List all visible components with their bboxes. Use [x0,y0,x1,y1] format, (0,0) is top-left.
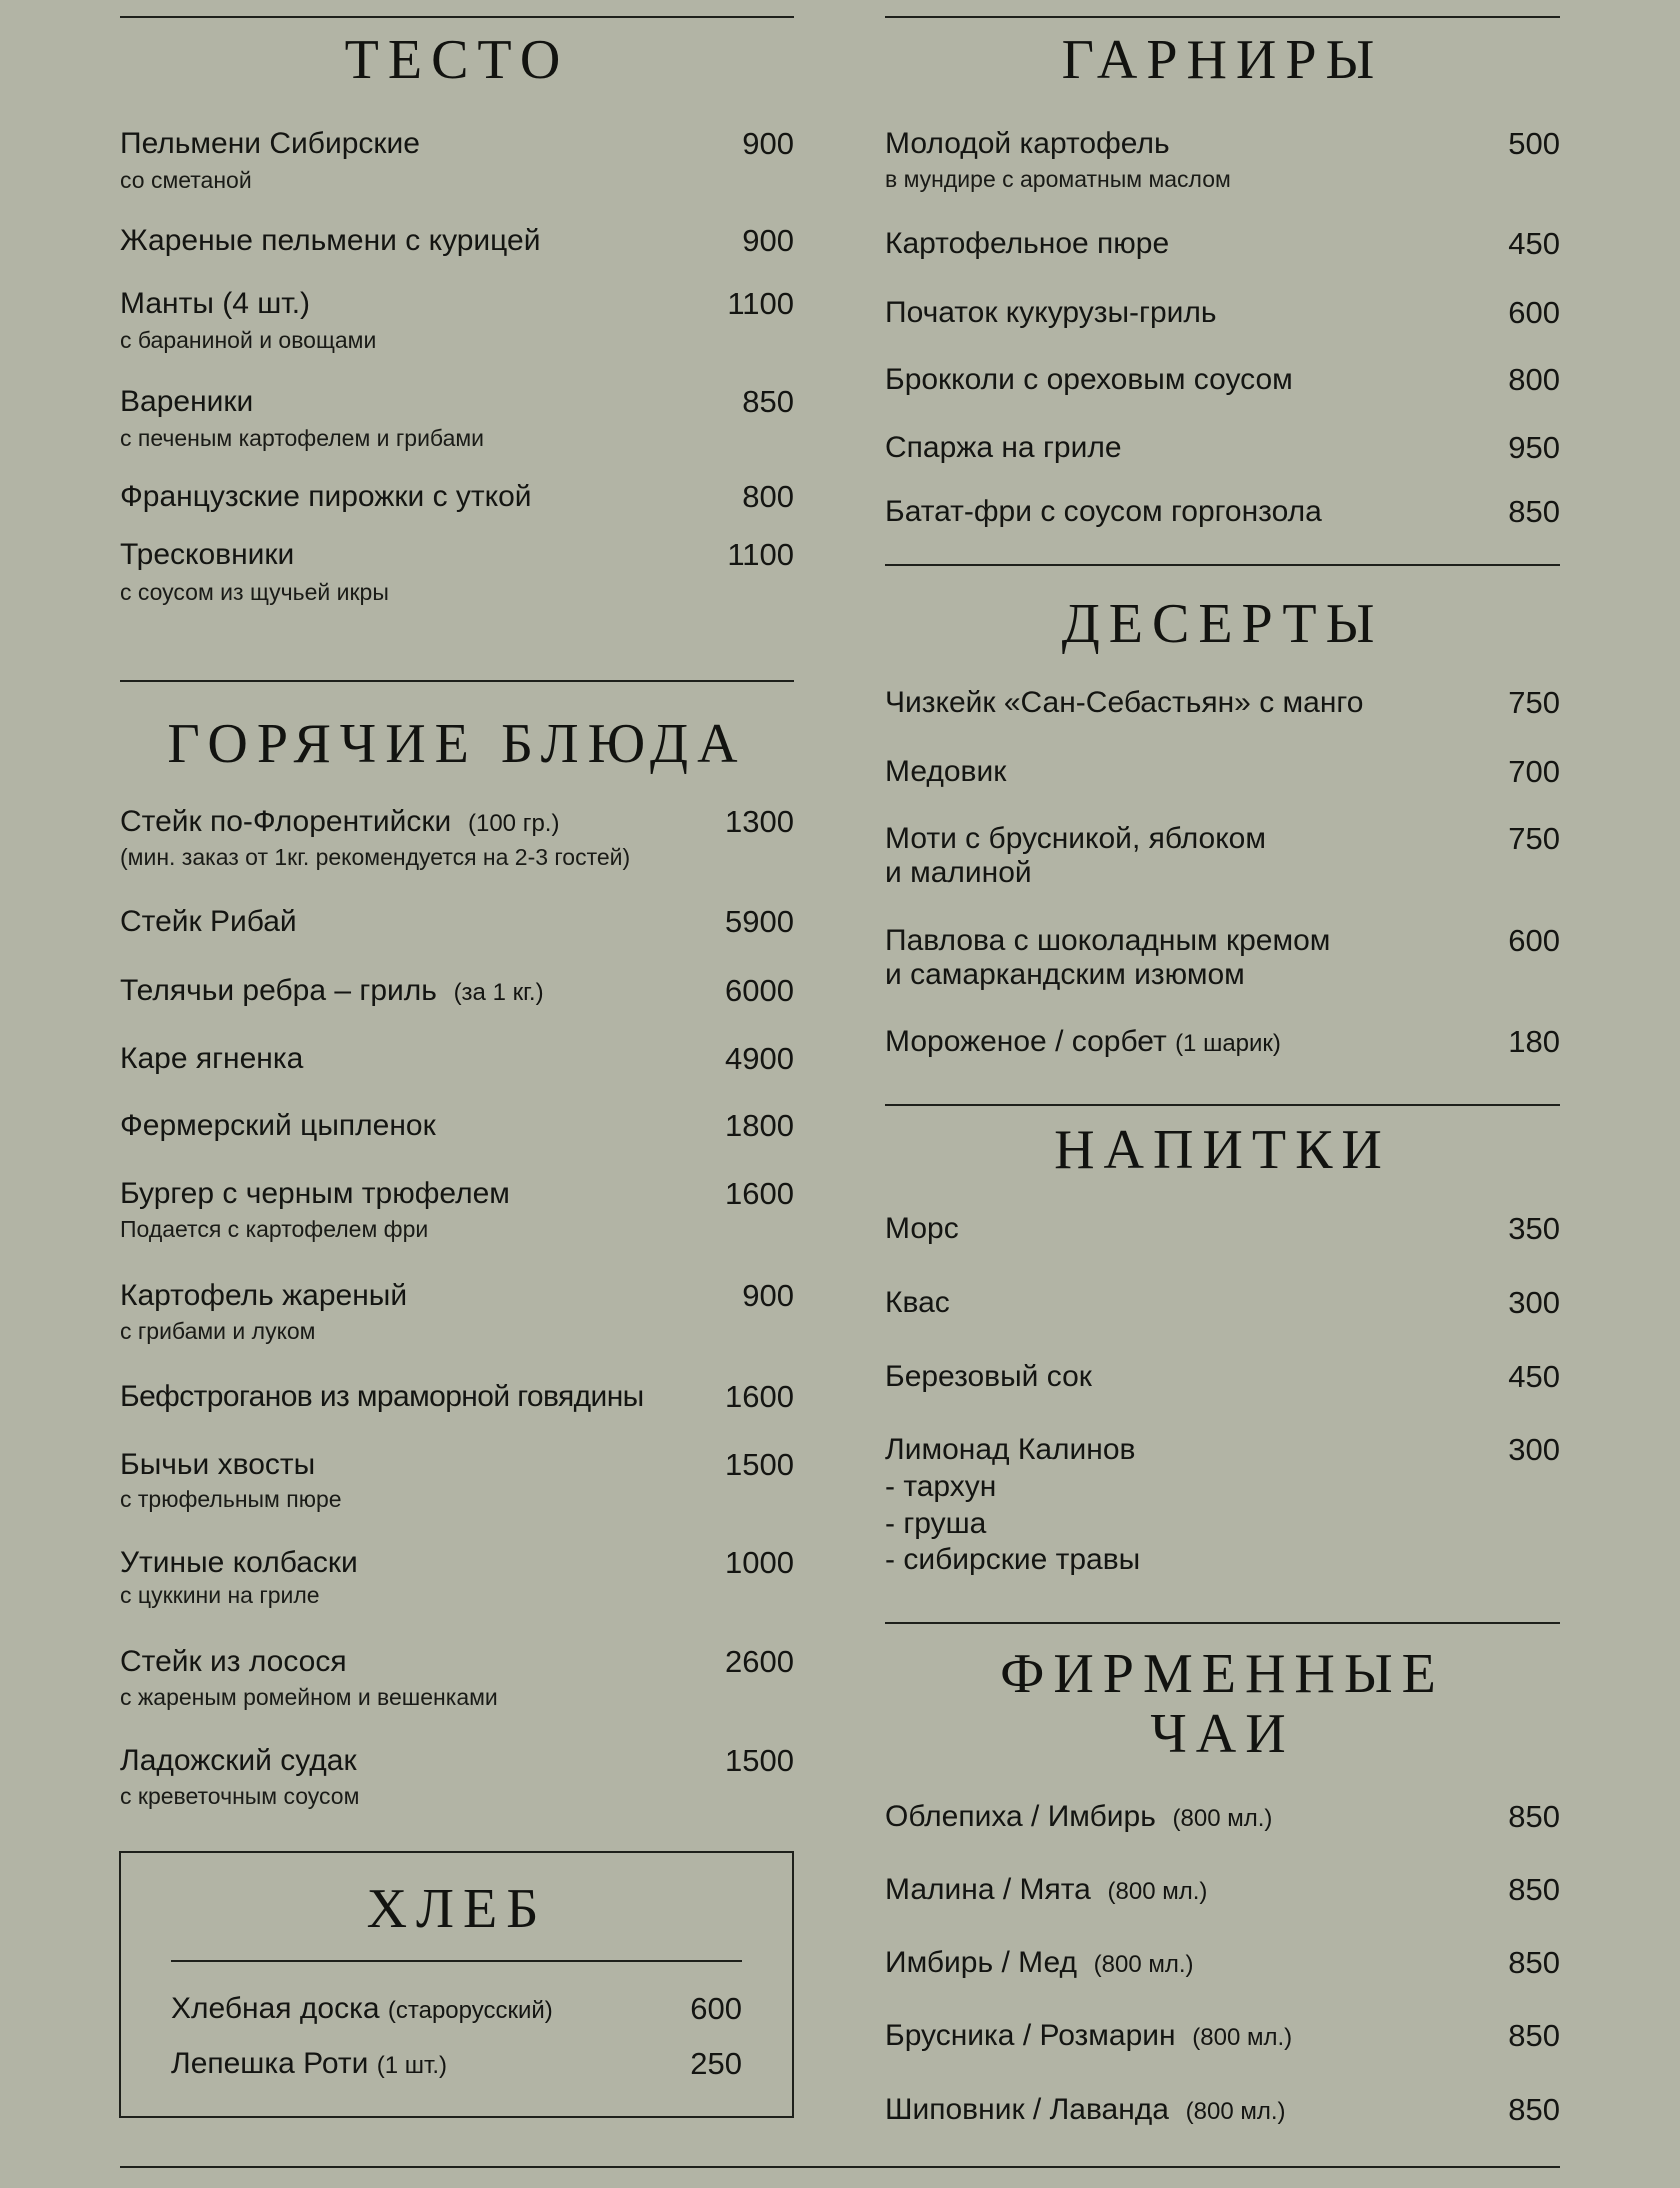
item-description: со сметаной [120,167,252,193]
item-option: - груша [885,1507,987,1540]
item-name: Малина / Мята (800 мл.) [885,1873,1208,1906]
item-name: Имбирь / Мед (800 мл.) [885,1946,1194,1979]
item-price: 1600 [725,1176,794,1211]
item-price: 350 [1508,1211,1560,1246]
item-price: 1500 [725,1743,794,1778]
item-price: 1100 [727,537,794,572]
item-price: 180 [1508,1024,1560,1059]
item-name: Бефстроганов из мраморной говядины [120,1380,644,1413]
item-price: 700 [1508,754,1560,789]
item-name: Каре ягненка [120,1042,304,1075]
item-portion: (за 1 кг.) [453,979,544,1006]
item-name: Жареные пельмени с курицей [120,224,541,257]
item-description: с жареным ромейном и вешенками [120,1684,498,1710]
item-portion: (1 шт.) [376,2052,447,2079]
item-portion: (1 шарик) [1175,1030,1281,1057]
item-price: 600 [690,1991,742,2026]
item-price: 1800 [725,1108,794,1143]
item-name: Стейк по-Флорентийски (100 гр.) [120,805,560,838]
item-name: Медовик [885,755,1007,788]
item-name: Стейк Рибай [120,905,297,938]
item-name: Лимонад Калинов [885,1433,1136,1466]
item-name: Березовый сок [885,1360,1092,1393]
divider [171,1960,742,1962]
item-portion: (старорусский) [387,1997,553,2024]
item-option: - тархун [885,1470,997,1503]
item-description: с бараниной и овощами [120,327,377,353]
item-price: 300 [1508,1285,1560,1320]
section-title-teas: ФИРМЕННЫЕ [1000,1643,1445,1705]
item-description: (мин. заказ от 1кг. рекомендуется на 2-3 гостей) [120,844,631,870]
item-name: Бургер с черным трюфелем [120,1177,510,1210]
item-description: в мундире с ароматным маслом [885,166,1231,192]
divider [120,16,794,18]
item-price: 850 [1508,2092,1560,2127]
item-name: Утиные колбаски [120,1546,358,1579]
item-portion: (100 гр.) [467,810,560,837]
item-price: 5900 [725,904,794,939]
item-name: Тресковники [120,538,295,571]
item-price: 850 [742,384,794,419]
divider [885,1104,1560,1106]
item-price: 450 [1508,1359,1560,1394]
item-price: 900 [742,223,794,258]
item-price: 900 [742,126,794,161]
item-portion: (800 мл.) [1093,1951,1194,1978]
section-title-hot-dishes: ГОРЯЧИЕ БЛЮДА [167,713,747,775]
item-price: 6000 [725,973,794,1008]
item-name: Моти с брусникой, яблоком [885,822,1266,855]
item-price: 750 [1508,821,1560,856]
section-title-bread: ХЛЕБ [366,1878,548,1940]
item-name: Морс [885,1212,959,1245]
item-name: Вареники [120,385,254,418]
item-name-line2: и самаркандским изюмом [885,958,1245,991]
bottom-divider [120,2166,1560,2168]
item-price: 900 [742,1278,794,1313]
item-price: 500 [1508,126,1560,161]
item-price: 800 [1508,362,1560,397]
item-description: с креветочным соусом [120,1783,360,1809]
item-price: 1100 [727,286,794,321]
item-description: Подается с картофелем фри [120,1216,429,1242]
item-name-line2: и малиной [885,856,1032,889]
item-portion: (800 мл.) [1192,2024,1293,2051]
item-price: 850 [1508,494,1560,529]
item-name: Квас [885,1286,950,1319]
item-name: Стейк из лосося [120,1645,347,1678]
item-price: 850 [1508,1799,1560,1834]
item-name: Павлова с шоколадным кремом [885,924,1331,957]
item-price: 850 [1508,1872,1560,1907]
item-name: Брокколи с ореховым соусом [885,363,1293,396]
item-name: Фермерский цыпленок [120,1109,436,1142]
section-title-sides: ГАРНИРЫ [1061,29,1384,91]
item-name: Пельмени Сибирские [120,127,420,160]
section-title-drinks: НАПИТКИ [1054,1119,1391,1181]
item-description: с цуккини на гриле [120,1582,320,1608]
item-name: Лепешка Роти (1 шт.) [171,2047,447,2080]
section-title-testo: ТЕСТО [344,29,570,91]
item-name: Спаржа на гриле [885,431,1122,464]
divider [885,564,1560,566]
item-portion: (800 мл.) [1185,2098,1286,2125]
item-price: 2600 [725,1644,794,1679]
item-name: Шиповник / Лаванда (800 мл.) [885,2093,1286,2126]
item-description: с печеным картофелем и грибами [120,425,485,451]
item-price: 1500 [725,1447,794,1482]
item-price: 1600 [725,1379,794,1414]
item-name: Картофельное пюре [885,227,1170,260]
divider [885,1622,1560,1624]
item-name: Брусника / Розмарин (800 мл.) [885,2019,1293,2052]
item-name: Початок кукурузы-гриль [885,296,1217,329]
item-name: Чизкейк «Сан-Себастьян» с манго [885,686,1364,719]
item-price: 4900 [725,1041,794,1076]
section-title-teas-line2: ЧАИ [1150,1703,1295,1765]
item-name: Мороженое / сорбет (1 шарик) [885,1025,1281,1058]
item-description: с грибами и луком [120,1318,316,1344]
item-description: с трюфельным пюре [120,1486,342,1512]
item-name: Батат-фри с соусом горгонзола [885,495,1322,528]
item-price: 600 [1508,923,1560,958]
item-portion: (800 мл.) [1172,1805,1273,1832]
item-price: 1000 [725,1545,794,1580]
item-name: Ладожский судак [120,1744,357,1777]
item-portion: (800 мл.) [1107,1878,1208,1905]
item-price: 800 [742,479,794,514]
item-name: Молодой картофель [885,127,1170,160]
item-price: 450 [1508,226,1560,261]
item-name: Хлебная доска (старорусский) [171,1992,553,2025]
item-name: Облепиха / Имбирь (800 мл.) [885,1800,1273,1833]
item-price: 250 [690,2046,742,2081]
divider [885,16,1560,18]
item-price: 1300 [725,804,794,839]
divider [120,680,794,682]
item-price: 600 [1508,295,1560,330]
item-price: 850 [1508,2018,1560,2053]
item-name: Бычьи хвосты [120,1448,316,1481]
item-name: Французские пирожки с уткой [120,480,532,513]
item-name: Картофель жареный [120,1279,408,1312]
section-title-desserts: ДЕСЕРТЫ [1061,593,1384,655]
item-price: 850 [1508,1945,1560,1980]
item-name: Манты (4 шт.) [120,287,311,320]
item-price: 300 [1508,1432,1560,1467]
item-price: 750 [1508,685,1560,720]
item-description: с соусом из щучьей икры [120,579,389,605]
item-price: 950 [1508,430,1560,465]
item-name: Телячьи ребра – гриль (за 1 кг.) [120,974,544,1007]
item-option: - сибирские травы [885,1543,1141,1576]
